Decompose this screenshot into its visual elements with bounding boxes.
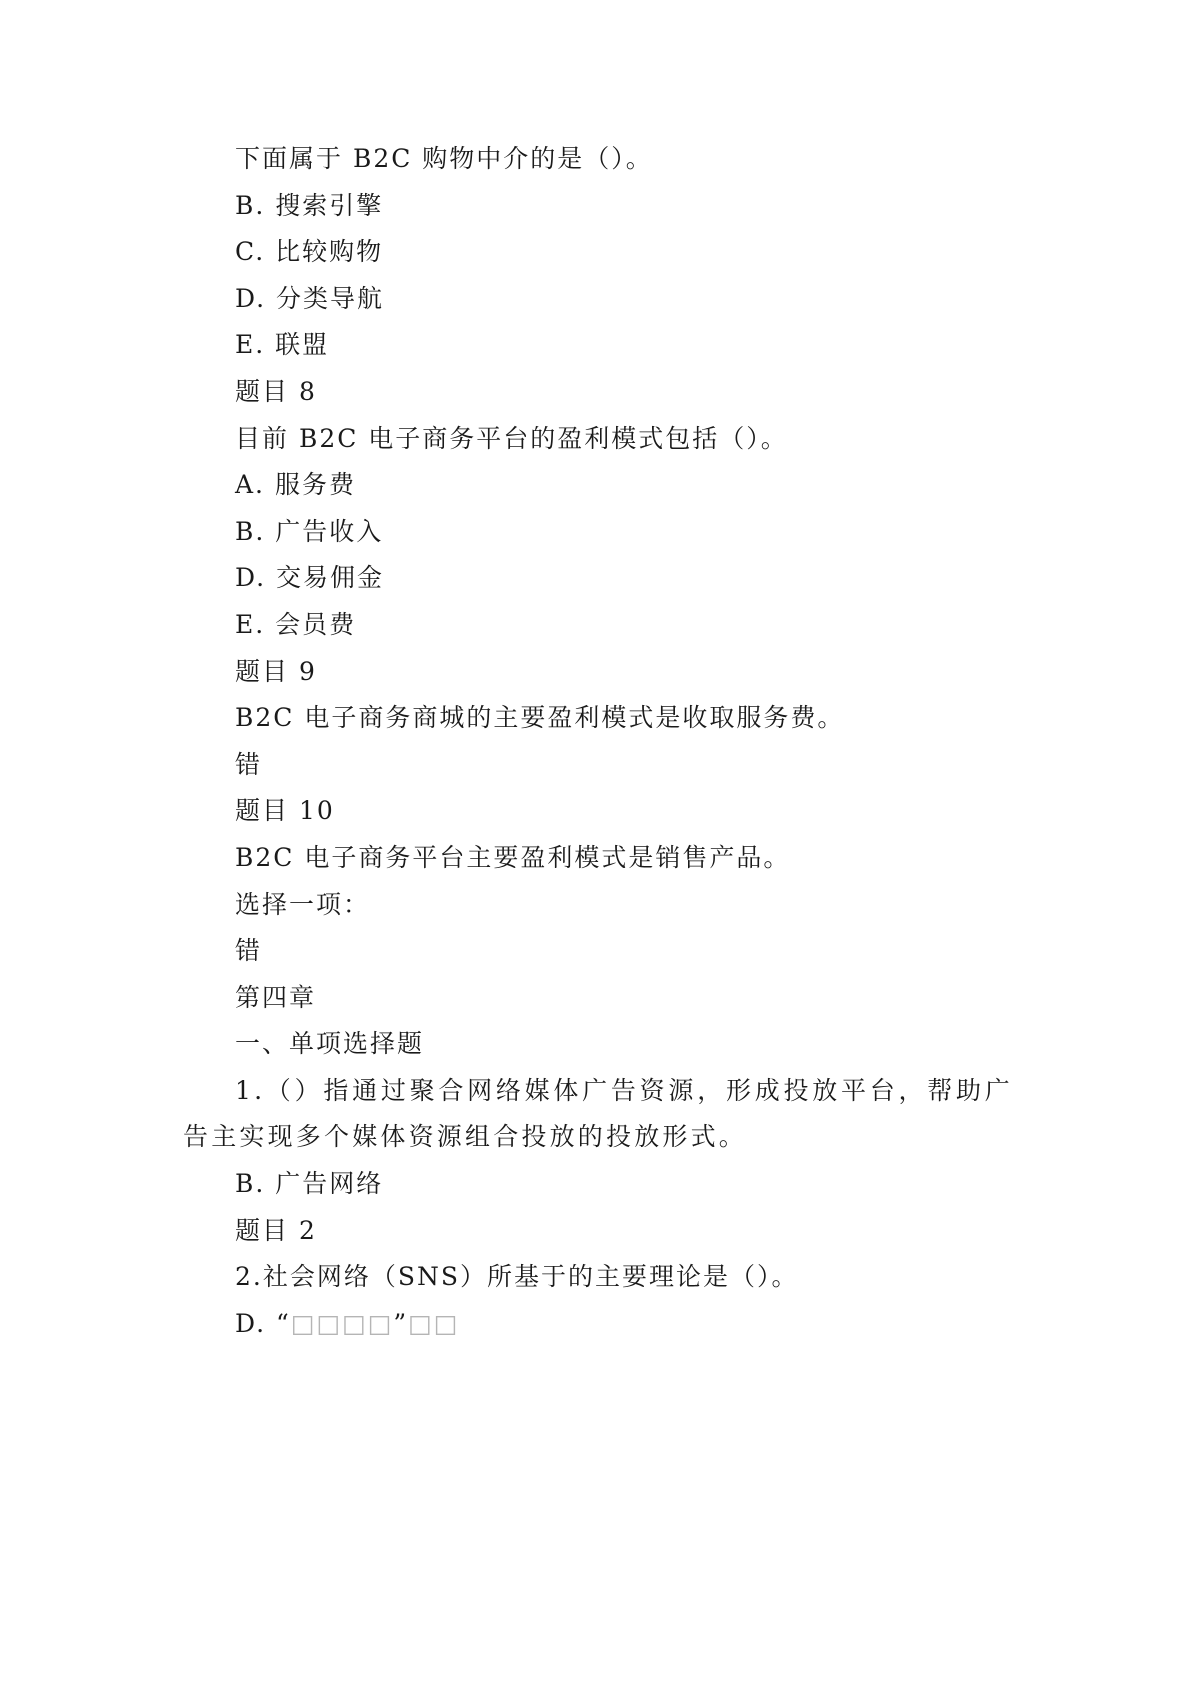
q7-option-c: C. 比较购物 (235, 237, 384, 267)
q8-option-b: B. 广告收入 (235, 516, 384, 546)
q10-heading: 题目 10 (235, 796, 335, 826)
q7-stem: 下面属于 B2C 购物中介的是（）。 (235, 144, 653, 173)
q10-stem: B2C 电子商务平台主要盈利模式是销售产品。 (235, 842, 791, 872)
q9-answer: 错 (235, 749, 263, 779)
missing-glyph-boxes-tail: □□ (408, 1308, 460, 1338)
q8-option-d: D. 交易佣金 (235, 563, 385, 593)
ch4-q2-stem: 2.社会网络（SNS）所基于的主要理论是（）。 (235, 1262, 799, 1292)
ch4-q2-heading: 题目 2 (235, 1215, 317, 1245)
ch4-q1-option-b: B. 广告网络 (235, 1169, 384, 1199)
q7-option-e: E. 联盟 (235, 330, 330, 360)
q9-stem: B2C 电子商务商城的主要盈利模式是收取服务费。 (235, 703, 845, 733)
ch4-q1-stem: 1.（）指通过聚合网络媒体广告资源，形成投放平台，帮助广告主实现多个媒体资源组合投放的投放形式。 (183, 1075, 1013, 1152)
q7-option-d: D. 分类导航 (235, 283, 385, 313)
q10-answer: 错 (235, 936, 263, 966)
ch4-q2-option-d (183, 1301, 1013, 1348)
q8-stem: 目前 B2C 电子商务平台的盈利模式包括（）。 (235, 423, 788, 453)
document-body (183, 136, 1013, 1347)
closing-quote: ” (393, 1308, 409, 1338)
q8-heading: 题目 8 (235, 376, 317, 406)
q8-option-e: E. 会员费 (235, 609, 357, 639)
q10-instruction: 选择一项： (235, 889, 371, 919)
q8-option-a: A. 服务费 (235, 470, 356, 500)
section-heading: 一、单项选择题 (235, 1029, 425, 1059)
option-d-prefix: D. “ (235, 1308, 291, 1338)
q9-heading: 题目 9 (235, 656, 317, 686)
q7-option-b: B. 搜索引擎 (235, 190, 384, 220)
chapter-heading: 第四章 (235, 982, 317, 1012)
missing-glyph-boxes: □□□□ (290, 1308, 394, 1338)
